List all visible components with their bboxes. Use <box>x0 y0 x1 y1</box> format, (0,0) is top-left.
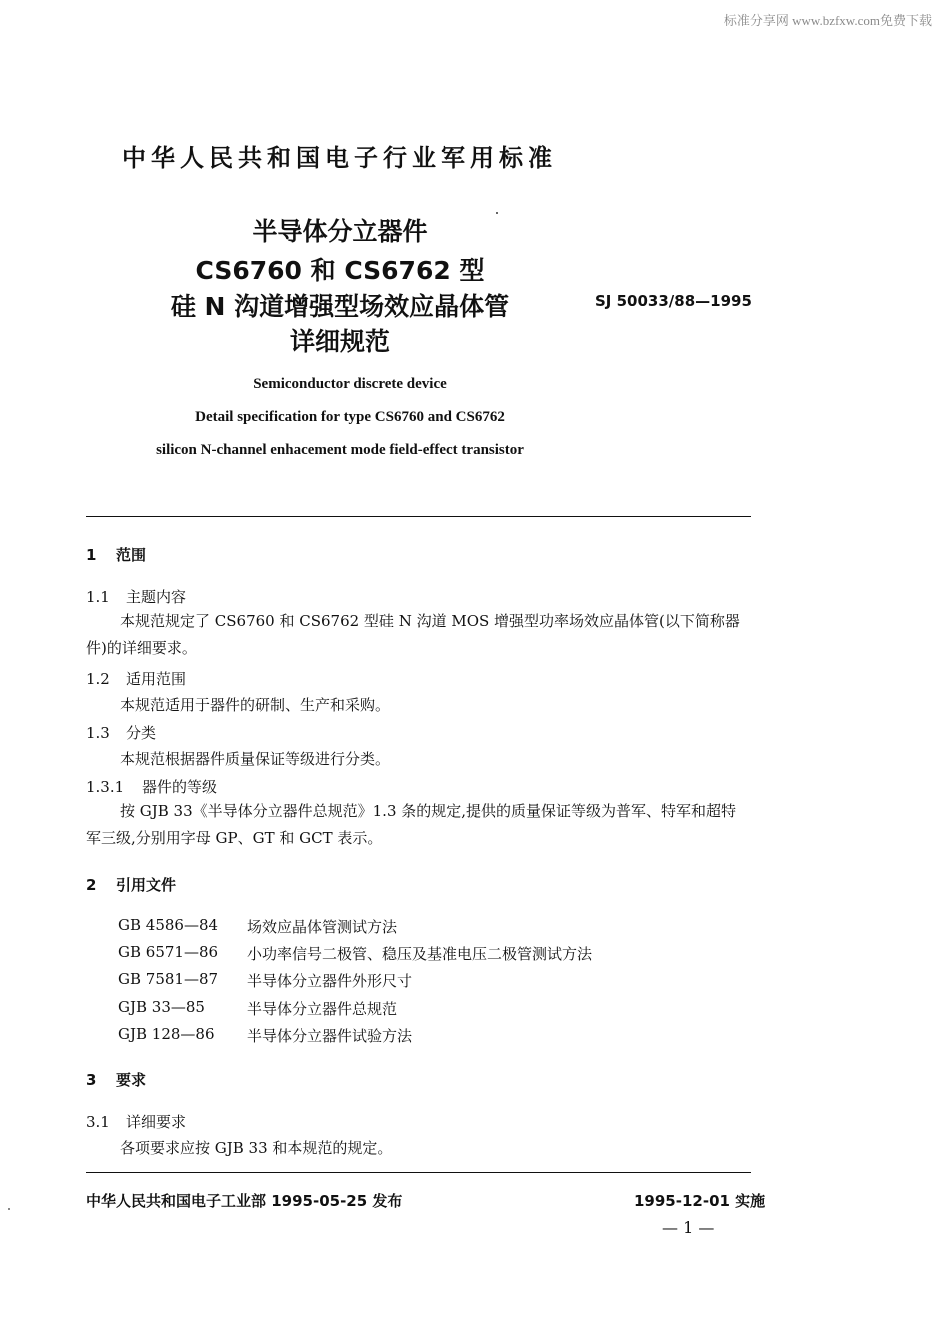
section-number: 1.1 <box>86 588 110 606</box>
footer-divider <box>86 1172 751 1173</box>
section-number: 1.3 <box>86 724 110 742</box>
standard-number: SJ 50033/88—1995 <box>595 292 752 310</box>
title-line-4: 详细规范 <box>289 327 390 356</box>
paragraph-text: 本规范规定了 CS6760 和 CS6762 型硅 N 沟道 MOS 增强型功率场效应晶体管(以下简称器件)的详细要求。 <box>86 612 740 657</box>
title-line-1: 半导体分立器件 <box>252 217 428 246</box>
issuer-line: 中华人民共和国电子工业部 1995-05-25 发布 <box>86 1192 403 1210</box>
section-1-heading <box>86 544 146 565</box>
reference-code: GJB 33—85 <box>118 998 205 1016</box>
paragraph-text: 按 GJB 33《半导体分立器件总规范》1.3 条的规定,提供的质量保证等级为普军、特军和超特军三级,分别用字母 GP、GT 和 GCT 表示。 <box>86 802 737 847</box>
reference-code: GB 4586—84 <box>118 916 219 934</box>
effective-date: 1995-12-01 实施 <box>634 1192 766 1210</box>
section-title: 分类 <box>126 724 157 742</box>
section-1-3-1-heading <box>86 776 217 797</box>
section-1-2-text: 本规范适用于器件的研制、生产和采购。 <box>120 696 391 714</box>
watermark: 标准分享网 www.bzfxw.com免费下载 <box>723 13 932 28</box>
reference-code: GB 7581—87 <box>118 970 219 988</box>
section-title: 范围 <box>116 546 147 564</box>
section-title: 适用范围 <box>126 670 187 688</box>
scan-speck <box>8 1208 10 1210</box>
organization-heading: 中华人民共和国电子行业军用标准 <box>122 144 557 172</box>
title-line-3: 硅 N 沟道增强型场效应晶体管 <box>170 292 510 321</box>
section-3-1-text: 各项要求应按 GJB 33 和本规范的规定。 <box>120 1139 393 1157</box>
section-1-2-heading <box>86 668 186 689</box>
section-title: 器件的等级 <box>142 778 218 796</box>
section-number: 3 <box>86 1071 97 1089</box>
section-number: 2 <box>86 876 97 894</box>
section-title: 详细要求 <box>126 1113 187 1131</box>
reference-title: 半导体分立器件总规范 <box>247 1000 398 1018</box>
reference-title: 场效应晶体管测试方法 <box>247 918 398 936</box>
section-1-1-heading <box>86 586 186 607</box>
section-number: 1.3.1 <box>86 778 125 796</box>
section-1-1-text <box>86 608 751 662</box>
section-1-3-heading <box>86 722 156 743</box>
english-title-3: silicon N-channel enhacement mode field-effect transistor <box>156 442 524 458</box>
section-title: 主题内容 <box>126 588 187 606</box>
title-line-2: CS6760 和 CS6762 型 <box>195 256 485 285</box>
section-1-3-text: 本规范根据器件质量保证等级进行分类。 <box>120 750 391 768</box>
section-3-1-heading <box>86 1111 186 1132</box>
header-divider <box>86 516 751 517</box>
section-1-3-1-text <box>86 798 751 852</box>
section-number: 1.2 <box>86 670 110 688</box>
section-3-heading <box>86 1069 146 1090</box>
english-title-2: Detail specification for type CS6760 and CS6762 <box>195 409 505 425</box>
page-number: — 1 — <box>662 1218 715 1237</box>
reference-code: GJB 128—86 <box>118 1025 215 1043</box>
english-title-1: Semiconductor discrete device <box>253 376 447 392</box>
section-title: 引用文件 <box>116 876 177 894</box>
section-title: 要求 <box>116 1071 147 1089</box>
reference-title: 半导体分立器件外形尺寸 <box>247 972 413 990</box>
reference-title: 小功率信号二极管、稳压及基准电压二极管测试方法 <box>247 945 593 963</box>
section-number: 1 <box>86 546 97 564</box>
section-2-heading <box>86 874 176 895</box>
reference-title: 半导体分立器件试验方法 <box>247 1027 413 1045</box>
section-number: 3.1 <box>86 1113 110 1131</box>
reference-code: GB 6571—86 <box>118 943 219 961</box>
